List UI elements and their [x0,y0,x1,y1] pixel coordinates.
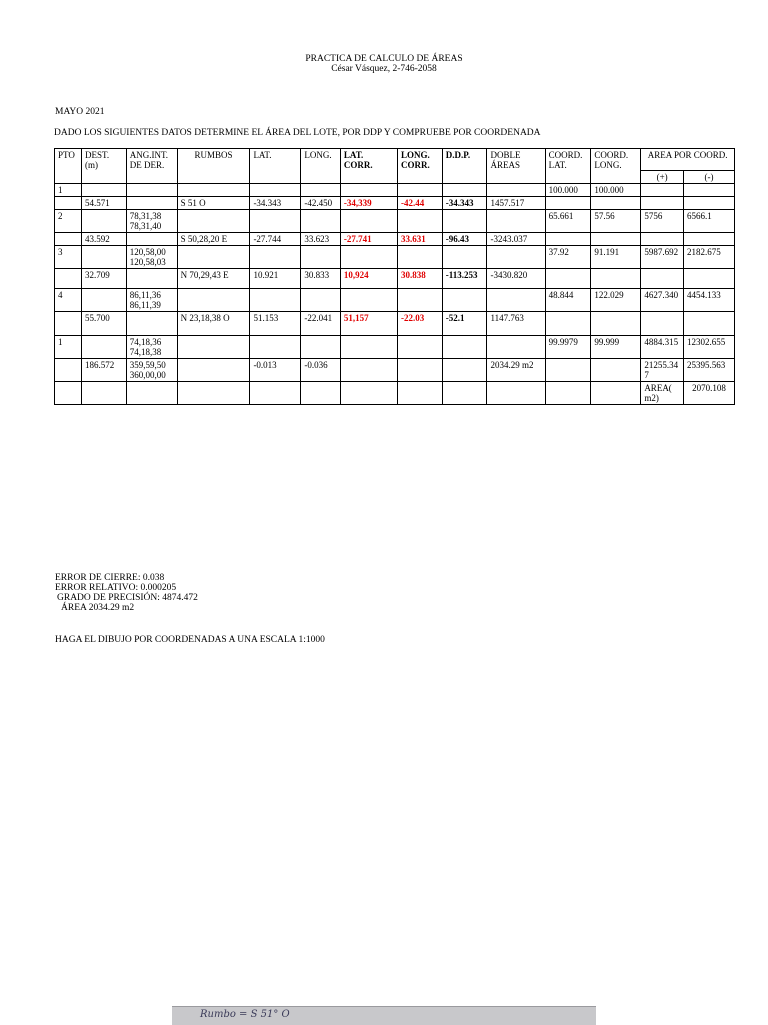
cell-long [301,382,341,405]
cell-long: 30.833 [301,269,341,289]
cell-doble: -3430.820 [487,269,545,289]
cell-coord-lat [545,359,591,382]
cell-long: -22.041 [301,312,341,336]
cell-pto: 2 [55,210,82,233]
cell-plus [641,269,684,289]
cell-minus: 6566.1 [683,210,734,233]
cell-rumbo [177,359,250,382]
cell-long [301,210,341,233]
cell-lat-corr [340,336,397,359]
cell-pto [55,382,82,405]
cell-dist: 43.592 [82,233,127,246]
cell-pto: 1 [55,184,82,197]
header-coord-long: COORD. LONG. [591,149,641,184]
cell-rumbo: S 51 O [177,197,250,210]
cell-coord-long: 100.000 [591,184,641,197]
cell-long-corr [398,359,443,382]
cell-ddp [442,184,487,197]
cell-coord-lat [545,382,591,405]
cell-plus [641,197,684,210]
cell-long [301,184,341,197]
header-plus: (+) [641,171,684,184]
cell-lat [250,246,301,269]
cell-dist [82,336,127,359]
cell-coord-lat [545,312,591,336]
cell-minus [683,269,734,289]
header-ang: ANG.INT. DE DER. [126,149,177,184]
cell-minus [683,233,734,246]
area-result: ÁREA 2034.29 m2 [61,603,135,613]
cell-doble [487,184,545,197]
cell-lat: 10.921 [250,269,301,289]
cell-ddp [442,336,487,359]
table-row [55,246,735,269]
cell-ddp [442,359,487,382]
document-date: MAYO 2021 [55,107,105,117]
header-ddp: D.D.P. [442,149,487,184]
cell-plus [641,312,684,336]
cell-minus: 4454.133 [683,289,734,312]
cell-dist [82,210,127,233]
handwritten-photo-strip [172,1006,596,1025]
table-row [55,336,735,359]
cell-minus [683,312,734,336]
cell-minus [683,197,734,210]
cell-coord-long [591,312,641,336]
cell-long-corr: 30.838 [398,269,443,289]
drawing-instruction: HAGA EL DIBUJO POR COORDENADAS A UNA ESCALA 1:1000 [55,635,325,645]
cell-coord-long [591,233,641,246]
cell-doble [487,210,545,233]
header-long: LONG. [301,149,341,184]
cell-coord-long: 99.999 [591,336,641,359]
cell-dist [82,382,127,405]
cell-ddp: -113.253 [442,269,487,289]
cell-pto: 4 [55,289,82,312]
header-lat: LAT. [250,149,301,184]
cell-coord-long: 57.56 [591,210,641,233]
cell-lat [250,184,301,197]
cell-ddp [442,382,487,405]
cell-doble [487,336,545,359]
cell-doble [487,246,545,269]
cell-plus: 21255.347 [641,359,684,382]
cell-lat: -34.343 [250,197,301,210]
cell-long-corr [398,336,443,359]
cell-area-value: 2070.108 [683,382,734,405]
cell-rumbo [177,210,250,233]
handwritten-note: Rumbo = S 51° O [200,1009,290,1020]
header-area-coord: AREA POR COORD. [641,149,735,171]
cell-coord-long [591,269,641,289]
cell-rumbo [177,246,250,269]
cell-dist: 32.709 [82,269,127,289]
cell-lat-corr [340,184,397,197]
instruction-text: DADO LOS SIGUIENTES DATOS DETERMINE EL ÁREA DEL LOTE, POR DDP Y COMPRUEBE POR COORDENADA [54,128,541,138]
cell-ang [126,197,177,210]
cell-coord-long: 91.191 [591,246,641,269]
area-calculation-table [54,148,735,405]
cell-long-corr [398,289,443,312]
cell-doble [487,289,545,312]
cell-ang [126,184,177,197]
cell-plus: 4884.315 [641,336,684,359]
cell-ddp [442,210,487,233]
cell-long-corr: 33.631 [398,233,443,246]
cell-coord-lat: 65.661 [545,210,591,233]
table-header-row [55,149,735,171]
header-long-corr: LONG. CORR. [398,149,443,184]
cell-lat-corr [340,289,397,312]
cell-doble [487,382,545,405]
cell-coord-long [591,197,641,210]
cell-lat-corr: 10,924 [340,269,397,289]
cell-ang: 120,58,00 120,58,03 [126,246,177,269]
cell-coord-long: 122.029 [591,289,641,312]
cell-plus: 4627.340 [641,289,684,312]
header-lat-corr: LAT. CORR. [340,149,397,184]
cell-area-label: AREA( m2) [641,382,684,405]
cell-lat-corr: 51,157 [340,312,397,336]
cell-plus [641,233,684,246]
cell-coord-lat [545,197,591,210]
cell-ddp [442,246,487,269]
cell-plus [641,184,684,197]
cell-ang: 74,18,36 74,18,38 [126,336,177,359]
cell-lat-corr [340,359,397,382]
cell-rumbo [177,289,250,312]
cell-ddp: -96.43 [442,233,487,246]
cell-pto: 1 [55,336,82,359]
grado-precision: GRADO DE PRECISIÓN: 4874.472 [57,593,198,603]
cell-lat [250,289,301,312]
cell-dist [82,289,127,312]
cell-coord-lat: 100.000 [545,184,591,197]
table-row [55,210,735,233]
table-row [55,233,735,246]
cell-lat [250,336,301,359]
table-row [55,197,735,210]
cell-ang [126,269,177,289]
cell-lat-corr [340,382,397,405]
cell-lat: 51.153 [250,312,301,336]
cell-coord-lat: 37.92 [545,246,591,269]
cell-plus: 5987.692 [641,246,684,269]
cell-coord-lat [545,269,591,289]
cell-doble: 2034.29 m2 [487,359,545,382]
cell-long: 33.623 [301,233,341,246]
cell-pto [55,197,82,210]
cell-lat-corr [340,210,397,233]
cell-rumbo: N 70,29,43 E [177,269,250,289]
cell-doble: -3243.037 [487,233,545,246]
cell-coord-long [591,382,641,405]
header-pto: PTO [55,149,82,184]
cell-long [301,289,341,312]
cell-pto [55,312,82,336]
cell-rumbo: N 23,18,38 O [177,312,250,336]
cell-dist: 54.571 [82,197,127,210]
cell-lat [250,382,301,405]
cell-lat-corr [340,246,397,269]
header-dist: DEST. (m) [82,149,127,184]
table-row [55,359,735,382]
error-cierre: ERROR DE CIERRE: 0.038 [55,573,165,583]
cell-doble: 1147.763 [487,312,545,336]
cell-long-corr: -22.03 [398,312,443,336]
cell-lat-corr: -27.741 [340,233,397,246]
cell-lat-corr: -34,339 [340,197,397,210]
cell-doble: 1457.517 [487,197,545,210]
cell-dist [82,246,127,269]
cell-pto [55,269,82,289]
cell-ang [126,233,177,246]
cell-long: -0.036 [301,359,341,382]
table-row [55,289,735,312]
cell-minus: 25395.563 [683,359,734,382]
cell-long [301,336,341,359]
cell-ang [126,382,177,405]
cell-long-corr: -42.44 [398,197,443,210]
header-coord-lat: COORD. LAT. [545,149,591,184]
cell-pto [55,359,82,382]
cell-ddp [442,289,487,312]
cell-rumbo: S 50,28,20 E [177,233,250,246]
cell-dist: 186.572 [82,359,127,382]
cell-dist: 55.700 [82,312,127,336]
cell-ddp: -34.343 [442,197,487,210]
table-row [55,312,735,336]
cell-long [301,246,341,269]
cell-plus: 5756 [641,210,684,233]
cell-minus [683,184,734,197]
cell-long: -42.450 [301,197,341,210]
header-minus: (-) [683,171,734,184]
cell-ang [126,312,177,336]
cell-ang: 359,59,50 360,00,00 [126,359,177,382]
cell-long-corr [398,210,443,233]
table-row [55,382,735,405]
cell-pto [55,233,82,246]
cell-long-corr [398,246,443,269]
cell-coord-lat [545,233,591,246]
cell-ddp: -52.1 [442,312,487,336]
cell-coord-lat: 99.9979 [545,336,591,359]
header-doble-areas: DOBLE ÁREAS [487,149,545,184]
error-relativo: ERROR RELATIVO: 0.000205 [55,583,177,593]
cell-rumbo [177,184,250,197]
cell-coord-lat: 48.844 [545,289,591,312]
cell-minus: 12302.655 [683,336,734,359]
table-row [55,184,735,197]
cell-long-corr [398,382,443,405]
cell-rumbo [177,382,250,405]
cell-lat: -0.013 [250,359,301,382]
cell-minus: 2182.675 [683,246,734,269]
cell-lat [250,210,301,233]
cell-pto: 3 [55,246,82,269]
cell-coord-long [591,359,641,382]
header-rumbos: RUMBOS [177,149,250,184]
cell-rumbo [177,336,250,359]
cell-dist [82,184,127,197]
document-title: PRACTICA DE CALCULO DE ÁREAS [305,54,463,64]
cell-long-corr [398,184,443,197]
cell-ang: 86,11,36 86,11,39 [126,289,177,312]
cell-lat: -27.744 [250,233,301,246]
document-author: César Vásquez, 2-746-2058 [331,64,437,74]
cell-ang: 78,31,38 78,31,40 [126,210,177,233]
table-row [55,269,735,289]
